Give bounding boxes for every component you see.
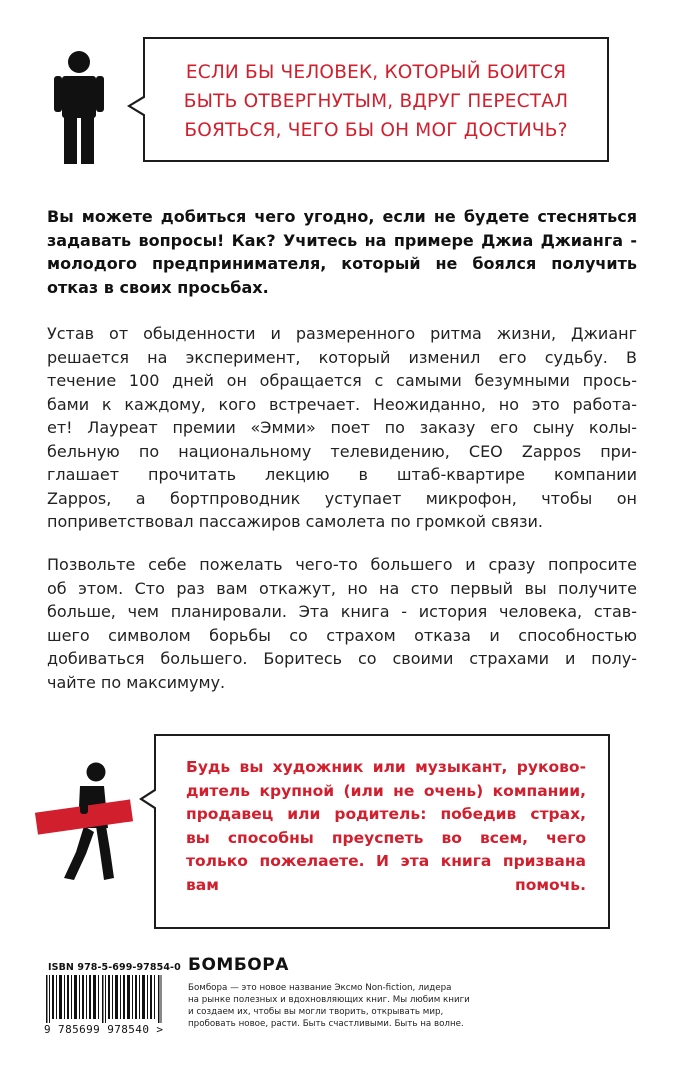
- paragraph-line: решается на эксперимент, который изменил его судьбу. В: [47, 347, 637, 367]
- question-line: ЕСЛИ БЫ ЧЕЛОВЕК, КОТОРЫЙ БОИТСЯ: [185, 62, 567, 83]
- publisher-line: Бомбора — это новое название Эксмо Non-fiction, лидера: [188, 983, 452, 993]
- paragraph-line: глашает прочитать лекцию в штаб-квартире компании: [47, 465, 637, 484]
- promo-line: вам помочь.: [186, 875, 586, 894]
- question-line: БОЯТЬСЯ, ЧЕГО БЫ ОН МОГ ДОСТИЧЬ?: [184, 120, 568, 141]
- paragraph-line: об этом. Сто раз вам откажут, но на сто первый вы получите: [47, 578, 637, 598]
- lead-line: молодого предпринимателя, который не боялся получить: [47, 254, 637, 273]
- paragraph-line: шего символом борьбы со страхом отказа и способностью: [47, 625, 637, 645]
- question-text: [145, 58, 607, 145]
- lead-line: задавать вопросы! Как? Учитесь на примере Джиа Джианга -: [47, 230, 637, 250]
- paragraph-line: Устав от обыденности и размеренного ритма жизни, Джианг: [47, 324, 637, 343]
- paragraph-line: поприветствовал пассажиров самолета по громкой связи.: [47, 512, 543, 531]
- promo-text: [186, 756, 586, 897]
- barcode-icon: [46, 975, 162, 1023]
- body-paragraph-1: [47, 322, 637, 534]
- barcode-digits: 9 785699 978540 >: [44, 1023, 164, 1036]
- isbn-label: ISBN 978-5-699-97854-0: [48, 962, 181, 973]
- paragraph-line: Zappos, а бортпроводник уступает микрофон, чтобы он: [47, 488, 637, 508]
- body-paragraph-2: [47, 553, 637, 694]
- promo-line: вы способны преуспеть во всем, чего: [186, 828, 586, 847]
- lead-line: Вы можете добиться чего угодно, если не будете стесняться: [47, 207, 637, 226]
- publisher-line: и создаем их, чтобы вы могли творить, открывать мир,: [188, 1007, 444, 1017]
- paragraph-line: чайте по максимуму.: [47, 672, 226, 692]
- promo-bubble: [154, 734, 610, 929]
- promo-line: дитель крупной (или не очень) компании,: [186, 781, 586, 800]
- publisher-logo: БОМБОРА: [188, 955, 289, 975]
- lead-line: отказ в своих просьбах.: [47, 277, 269, 297]
- promo-line: Будь вы художник или музыкант, руково-: [186, 758, 586, 776]
- publisher-line: на рынке полезных и вдохновляющих книг. Мы любим книги: [188, 995, 470, 1005]
- publisher-line: пробовать новое, расти. Быть счастливыми. Быть на волне.: [188, 1019, 464, 1029]
- lead-paragraph: [47, 205, 637, 299]
- promo-line: только пожелаете. И эта книга призвана: [186, 852, 586, 870]
- paragraph-line: больше, чем планировали. Эта книга - история человека, став-: [47, 602, 637, 621]
- promo-line: продавец или родитель: победив страх,: [186, 805, 586, 823]
- paragraph-line: Позвольте себе пожелать чего-то большего и сразу попросите: [47, 555, 637, 574]
- paragraph-line: ет! Лауреат премии «Эмми» поет по заказу его сыну колы-: [47, 418, 637, 437]
- question-line: БЫТЬ ОТВЕРГНУТЫМ, ВДРУГ ПЕРЕСТАЛ: [183, 91, 569, 112]
- paragraph-line: течение 100 дней он обращается с самыми безумными прось-: [47, 371, 637, 390]
- standing-person-icon: [54, 50, 104, 164]
- person-carrying-sign-icon: [34, 762, 134, 880]
- paragraph-line: бельную по национальному телевидению, CEO Zappos при-: [47, 441, 637, 461]
- paragraph-line: бами к каждому, кого встречает. Неожиданно, но это работа-: [47, 394, 637, 414]
- paragraph-line: добиваться большего. Боритесь со своими страхами и полу-: [47, 649, 637, 668]
- question-bubble: [143, 37, 609, 162]
- publisher-description: [188, 982, 508, 1030]
